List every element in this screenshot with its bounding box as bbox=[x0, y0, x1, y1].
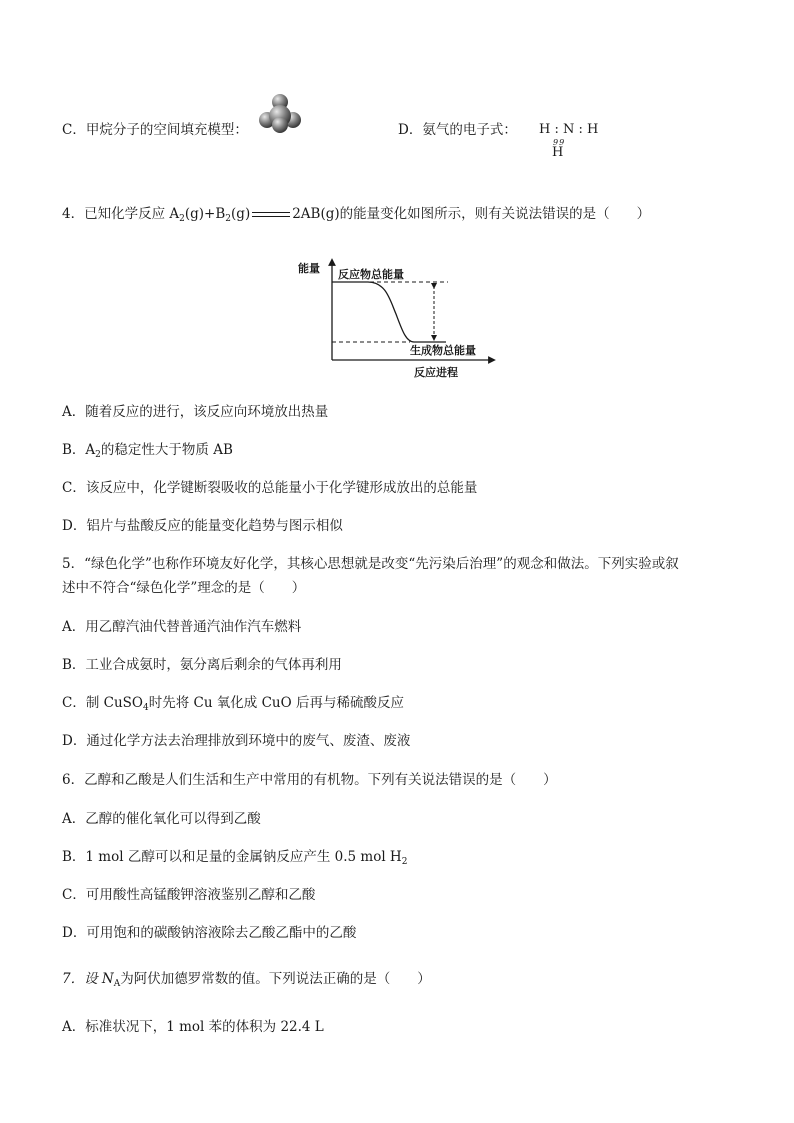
q4-stem-prefix: 4．已知化学反应 A bbox=[62, 206, 180, 222]
q4-stem-product: 2AB(g) bbox=[292, 206, 340, 222]
q4-option-b-prefix: B．A bbox=[62, 442, 96, 458]
q7-stem bbox=[62, 969, 431, 994]
energy-diagram bbox=[296, 258, 496, 382]
q7-stem-prefix: 7．设 N bbox=[62, 971, 114, 987]
q5-option-c-sub: 4 bbox=[142, 703, 149, 713]
lewis-bottom-h: H bbox=[552, 145, 564, 160]
q7-stem-sub: A bbox=[113, 979, 121, 989]
reactant-energy-label: 反应物总能量 bbox=[338, 268, 404, 281]
q3-options-cd bbox=[62, 120, 742, 170]
q5-option-d: D．通过化学方法去治理排放到环境中的废气、废渣、废液 bbox=[62, 733, 411, 749]
q6-option-c: C．可用酸性高锰酸钾溶液鉴别乙醇和乙酸 bbox=[62, 887, 316, 903]
q4-option-c: C．该反应中，化学键断裂吸收的总能量小于化学键形成放出的总能量 bbox=[62, 480, 478, 496]
q6-option-b bbox=[62, 847, 407, 872]
q4-stem-sub-a: 2 bbox=[179, 214, 185, 224]
energy-curve bbox=[332, 282, 446, 342]
q4-stem-mid2: (g) bbox=[231, 206, 251, 222]
methane-space-filling-model bbox=[258, 94, 302, 134]
lewis-lone-dots: 99 bbox=[553, 138, 566, 147]
q5-option-b: B．工业合成氨时，氨分离后剩余的气体再利用 bbox=[62, 657, 342, 673]
q6-option-a: A．乙醇的催化氧化可以得到乙酸 bbox=[62, 811, 261, 827]
q6-stem: 6．乙醇和乙酸是人们生活和生产中常用的有机物。下列有关说法错误的是（ ） bbox=[62, 772, 557, 788]
reaction-equals-sign bbox=[252, 211, 290, 219]
q5-option-a: A．用乙醇汽油代替普通汽油作汽车燃料 bbox=[62, 619, 302, 635]
q4-stem-mid1: (g)+B bbox=[184, 206, 226, 222]
q5-option-c-suffix: 时先将 Cu 氧化成 CuO 后再与稀硫酸反应 bbox=[148, 695, 404, 711]
q5-stem-line2: 述中不符合“绿色化学”理念的是（ ） bbox=[62, 580, 306, 596]
q5-option-c-prefix: C．制 CuSO bbox=[62, 695, 143, 711]
q3-option-d: D．氨气的电子式： bbox=[398, 122, 517, 138]
q6-option-d: D．可用饱和的碳酸钠溶液除去乙酸乙酯中的乙酸 bbox=[62, 925, 357, 941]
q5-option-c bbox=[62, 693, 404, 718]
q3-option-c: C．甲烷分子的空间填充模型： bbox=[62, 122, 248, 138]
product-energy-label: 生成物总能量 bbox=[410, 344, 476, 357]
q7-option-a: A．标准状况下，1 mol 苯的体积为 22.4 L bbox=[62, 1019, 324, 1035]
q7-stem-suffix: 为阿伏加德罗常数的值。下列说法正确的是（ ） bbox=[120, 971, 431, 987]
q4-option-b bbox=[62, 440, 233, 465]
q4-option-b-sub: 2 bbox=[95, 450, 101, 460]
q5-stem-line1: 5．“绿色化学”也称作环境友好化学，其核心思想就是改变“先污染后治理”的观念和做法。下列实验或叙 bbox=[62, 556, 679, 572]
y-axis-label: 能量 bbox=[298, 262, 320, 275]
q6-option-b-sub: 2 bbox=[401, 857, 408, 867]
x-axis-label: 反应进程 bbox=[414, 366, 458, 379]
lewis-top-row: H : N : H bbox=[539, 122, 599, 137]
q6-option-b-prefix: B．1 mol 乙醇可以和足量的金属钠反应产生 0.5 mol H bbox=[62, 849, 402, 865]
q4-option-a: A．随着反应的进行，该反应向环境放出热量 bbox=[62, 404, 329, 420]
ammonia-lewis-structure bbox=[539, 120, 599, 170]
q4-option-b-suffix: 的稳定性大于物质 AB bbox=[100, 442, 233, 458]
q4-stem bbox=[62, 204, 650, 229]
q4-stem-suffix: 的能量变化如图所示，则有关说法错误的是（ ） bbox=[339, 206, 651, 222]
methane-h-atom bbox=[272, 117, 288, 133]
q4-option-d: D．铝片与盐酸反应的能量变化趋势与图示相似 bbox=[62, 518, 343, 534]
q4-stem-sub-b: 2 bbox=[225, 214, 232, 224]
